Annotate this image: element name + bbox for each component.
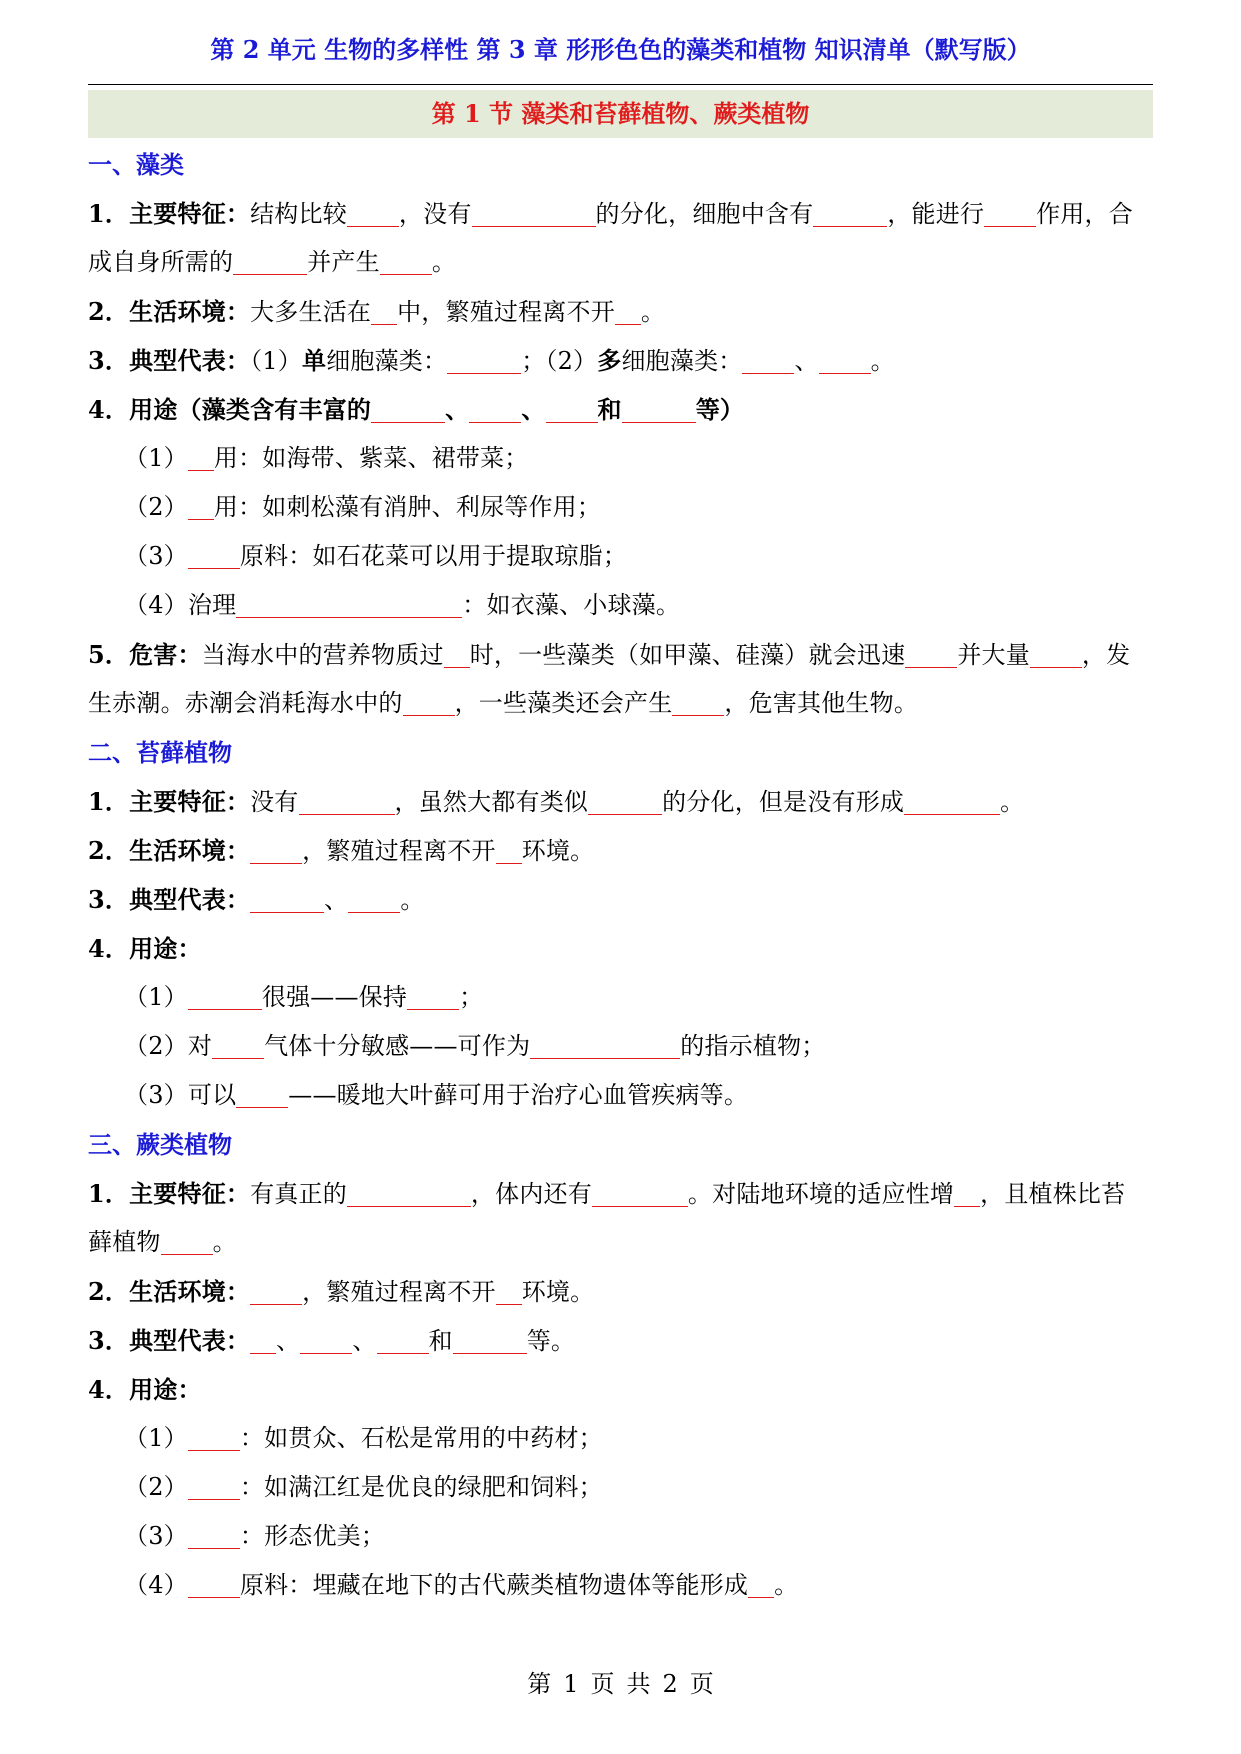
blank[interactable]: [348, 887, 400, 913]
heading-fern: 三、蕨类植物: [88, 1130, 232, 1159]
algae-use-4: （4）治理 ：如衣藻、小球藻。: [124, 591, 681, 619]
fern-use-3: （3） ：形态优美；: [124, 1522, 386, 1550]
moss-habitat: 2．生活环境： ，繁殖过程离不开 环境。: [88, 836, 595, 865]
blank[interactable]: [380, 249, 432, 275]
page-total: 2: [662, 1670, 678, 1698]
algae-feature-line2: 成自身所需的 并产生 。: [88, 248, 457, 276]
blank[interactable]: [813, 201, 887, 227]
blank[interactable]: [819, 348, 871, 374]
blank[interactable]: [377, 1328, 429, 1354]
blank[interactable]: [904, 789, 1000, 815]
blank[interactable]: [188, 1523, 240, 1549]
moss-feature: 1．主要特征：没有 ，虽然大都有类似 的分化，但是没有形成 。: [88, 787, 1025, 816]
moss-uses: 4．用途：: [88, 934, 202, 963]
blank[interactable]: [188, 494, 214, 520]
blank[interactable]: [250, 887, 324, 913]
blank[interactable]: [188, 984, 262, 1010]
blank[interactable]: [453, 1328, 527, 1354]
blank[interactable]: [588, 789, 662, 815]
blank[interactable]: [530, 1033, 680, 1059]
blank[interactable]: [615, 299, 641, 325]
moss-examples: 3．典型代表： 、 。: [88, 885, 425, 914]
blank[interactable]: [496, 838, 522, 864]
blank[interactable]: [188, 1425, 240, 1451]
blank[interactable]: [742, 348, 794, 374]
algae-uses: 4．用途（藻类含有丰富的 、 、 和 等）: [88, 395, 745, 424]
page-footer: 第 1 页 共 2 页: [527, 1670, 714, 1698]
blank[interactable]: [622, 397, 696, 423]
blank[interactable]: [407, 984, 459, 1010]
blank[interactable]: [161, 1229, 213, 1255]
blank[interactable]: [1030, 642, 1082, 668]
blank[interactable]: [212, 1033, 264, 1059]
blank[interactable]: [472, 201, 596, 227]
blank[interactable]: [236, 1082, 288, 1108]
algae-use-1: （1） 用：如海带、紫菜、裙带菜；: [124, 444, 529, 472]
fern-use-1: （1） ：如贯众、石松是常用的中药材；: [124, 1424, 603, 1452]
fern-examples: 3．典型代表： 、 、 和 等。: [88, 1326, 576, 1355]
blank[interactable]: [188, 1474, 240, 1500]
blank[interactable]: [236, 592, 462, 618]
moss-use-2: （2）对 气体十分敏感——可作为 的指示植物；: [124, 1032, 826, 1060]
algae-examples: 3．典型代表：（1）单细胞藻类： ；（2）多细胞藻类： 、 。: [88, 346, 895, 375]
blank[interactable]: [300, 1328, 352, 1354]
blank[interactable]: [188, 543, 240, 569]
blank[interactable]: [447, 348, 521, 374]
blank[interactable]: [672, 690, 724, 716]
section-title: 第 1 节 藻类和苔藓植物、蕨类植物: [88, 90, 1153, 138]
blank[interactable]: [371, 397, 445, 423]
header-rule: [88, 84, 1153, 85]
algae-use-3: （3） 原料：如石花菜可以用于提取琼脂；: [124, 542, 628, 570]
blank[interactable]: [954, 1181, 980, 1207]
blank[interactable]: [496, 1279, 522, 1305]
page-title: 第 2 单元 生物的多样性 第 3 章 形形色色的藻类和植物 知识清单（默写版）: [210, 35, 1031, 64]
algae-habitat: 2．生活环境：大多生活在 中，繁殖过程离不开 。: [88, 297, 666, 326]
blank[interactable]: [233, 249, 307, 275]
blank[interactable]: [250, 1279, 302, 1305]
algae-harm-line2: 生赤潮。赤潮会消耗海水中的 ，一些藻类还会产生 ，危害其他生物。: [88, 689, 919, 717]
blank[interactable]: [444, 642, 470, 668]
fern-use-4: （4） 原料：埋藏在地下的古代蕨类植物遗体等能形成 。: [124, 1571, 799, 1599]
blank[interactable]: [905, 642, 957, 668]
blank[interactable]: [299, 789, 395, 815]
moss-use-3: （3）可以 ——暖地大叶藓可用于治疗心血管疾病等。: [124, 1081, 749, 1109]
algae-use-2: （2） 用：如刺松藻有消肿、利尿等作用；: [124, 493, 602, 521]
blank[interactable]: [188, 1572, 240, 1598]
fern-feature-line1: 1．主要特征：有真正的 ，体内还有 。对陆地环境的适应性增 ，且植株比苔: [88, 1179, 1126, 1208]
blank[interactable]: [250, 1328, 276, 1354]
blank[interactable]: [984, 201, 1036, 227]
blank[interactable]: [347, 1181, 471, 1207]
heading-algae: 一、藻类: [88, 150, 184, 179]
fern-uses: 4．用途：: [88, 1375, 202, 1404]
heading-moss: 二、苔藓植物: [88, 738, 232, 767]
blank[interactable]: [403, 690, 455, 716]
fern-habitat: 2．生活环境： ，繁殖过程离不开 环境。: [88, 1277, 595, 1306]
fern-use-2: （2） ：如满江红是优良的绿肥和饲料；: [124, 1473, 603, 1501]
page-number: 1: [563, 1670, 579, 1698]
algae-feature-line1: 1．主要特征：结构比较 ，没有 的分化，细胞中含有 ，能进行 作用，合: [88, 199, 1133, 228]
fern-feature-line2: 藓植物 。: [88, 1228, 237, 1256]
algae-harm-line1: 5．危害：当海水中的营养物质过 时，一些藻类（如甲藻、硅藻）就会迅速 并大量 ，发: [88, 640, 1131, 669]
blank[interactable]: [546, 397, 598, 423]
blank[interactable]: [188, 445, 214, 471]
content: [88, 140, 1153, 1610]
blank[interactable]: [347, 201, 399, 227]
blank[interactable]: [469, 397, 521, 423]
moss-use-1: （1） 很强——保持 ；: [124, 983, 484, 1011]
blank[interactable]: [592, 1181, 688, 1207]
blank[interactable]: [371, 299, 397, 325]
blank[interactable]: [748, 1572, 774, 1598]
blank[interactable]: [250, 838, 302, 864]
